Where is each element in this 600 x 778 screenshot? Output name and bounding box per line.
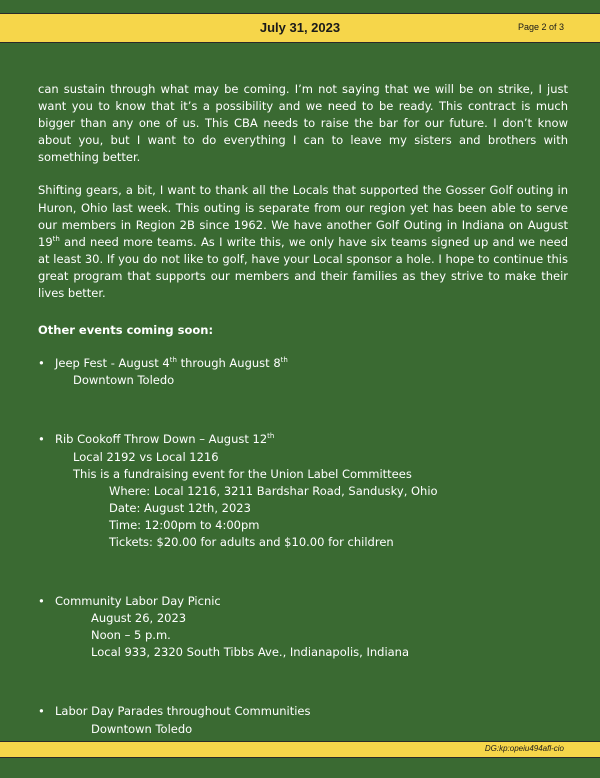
newsletter-date: July 31, 2023 — [259, 20, 341, 35]
bullet-icon: • — [38, 356, 45, 371]
ordinal-suffix: th — [280, 356, 288, 365]
event-time: Time: 12:00pm to 4:00pm — [109, 517, 260, 532]
event-date: Date: August 12th, 2023 — [109, 500, 251, 515]
event-labor-day-picnic — [38, 593, 568, 661]
event-title: Labor Day Parades throughout Communities — [55, 704, 311, 719]
event-title-text: through August 8 — [176, 356, 281, 371]
ordinal-suffix: th — [267, 432, 275, 441]
event-title — [55, 355, 568, 372]
paragraph-contract: can sustain through what may be coming. I’m not saying that we will be on strike, I just want you to know that it’s a possibility and we need to be ready. This contract is much bigger than any one of us. This CBA needs to raise the bar for our future. I don’t know about you, but I want to do everything I can to leave my sisters and brothers with something better. — [38, 82, 568, 165]
event-where: Where: Local 1216, 3211 Bardshar Road, Sandusky, Ohio — [109, 483, 438, 498]
event-tickets: Tickets: $20.00 for adults and $10.00 for children — [109, 534, 394, 549]
events-heading: Other events coming soon: — [38, 323, 214, 338]
golf-text-part2: and need more teams. As I write this, we only have six teams signed up and we need at least 30. If you do not like to golf, have your Local sponsor a hole. I hope to continue this great program that supports our members and their families as they strive to make their lives better. — [38, 234, 568, 301]
event-title — [55, 431, 568, 448]
event-detail: This is a fundraising event for the Union Label Committees — [73, 466, 412, 481]
event-rib-cookoff — [38, 431, 568, 551]
event-title: Community Labor Day Picnic — [55, 594, 221, 609]
paragraph-golf-outing — [38, 182, 568, 302]
event-location: Local 933, 2320 South Tibbs Ave., Indianapolis, Indiana — [91, 645, 410, 660]
footer-code: DG:kp:opeiu494afl-cio — [484, 744, 564, 753]
page-number: Page 2 of 3 — [517, 22, 564, 32]
ordinal-suffix: th — [52, 234, 60, 243]
event-location: Downtown Toledo — [73, 373, 175, 388]
event-title-text: Jeep Fest - August 4 — [55, 356, 170, 371]
header-band — [0, 13, 600, 43]
footer-band — [0, 741, 600, 758]
event-date: August 26, 2023 — [91, 611, 187, 626]
golf-text-part1: Shifting gears, a bit, I want to thank all the Locals that supported the Gosser Golf outing in Huron, Ohio last week. This outing is separate from our region yet has been able to serve our members in Region 2B since 1962. We have another Golf Outing in Indiana on August 19 — [38, 183, 568, 249]
ordinal-suffix: th — [169, 356, 177, 365]
event-detail: Local 2192 vs Local 1216 — [73, 449, 219, 464]
bullet-icon: • — [38, 704, 45, 719]
event-jeep-fest — [38, 355, 568, 389]
event-title-text: Rib Cookoff Throw Down – August 12 — [55, 432, 268, 447]
bullet-icon: • — [38, 594, 45, 609]
article-body — [38, 81, 568, 755]
bullet-icon: • — [38, 432, 45, 447]
event-time: Noon – 5 p.m. — [91, 628, 171, 643]
event-location: Downtown Toledo — [91, 721, 193, 736]
